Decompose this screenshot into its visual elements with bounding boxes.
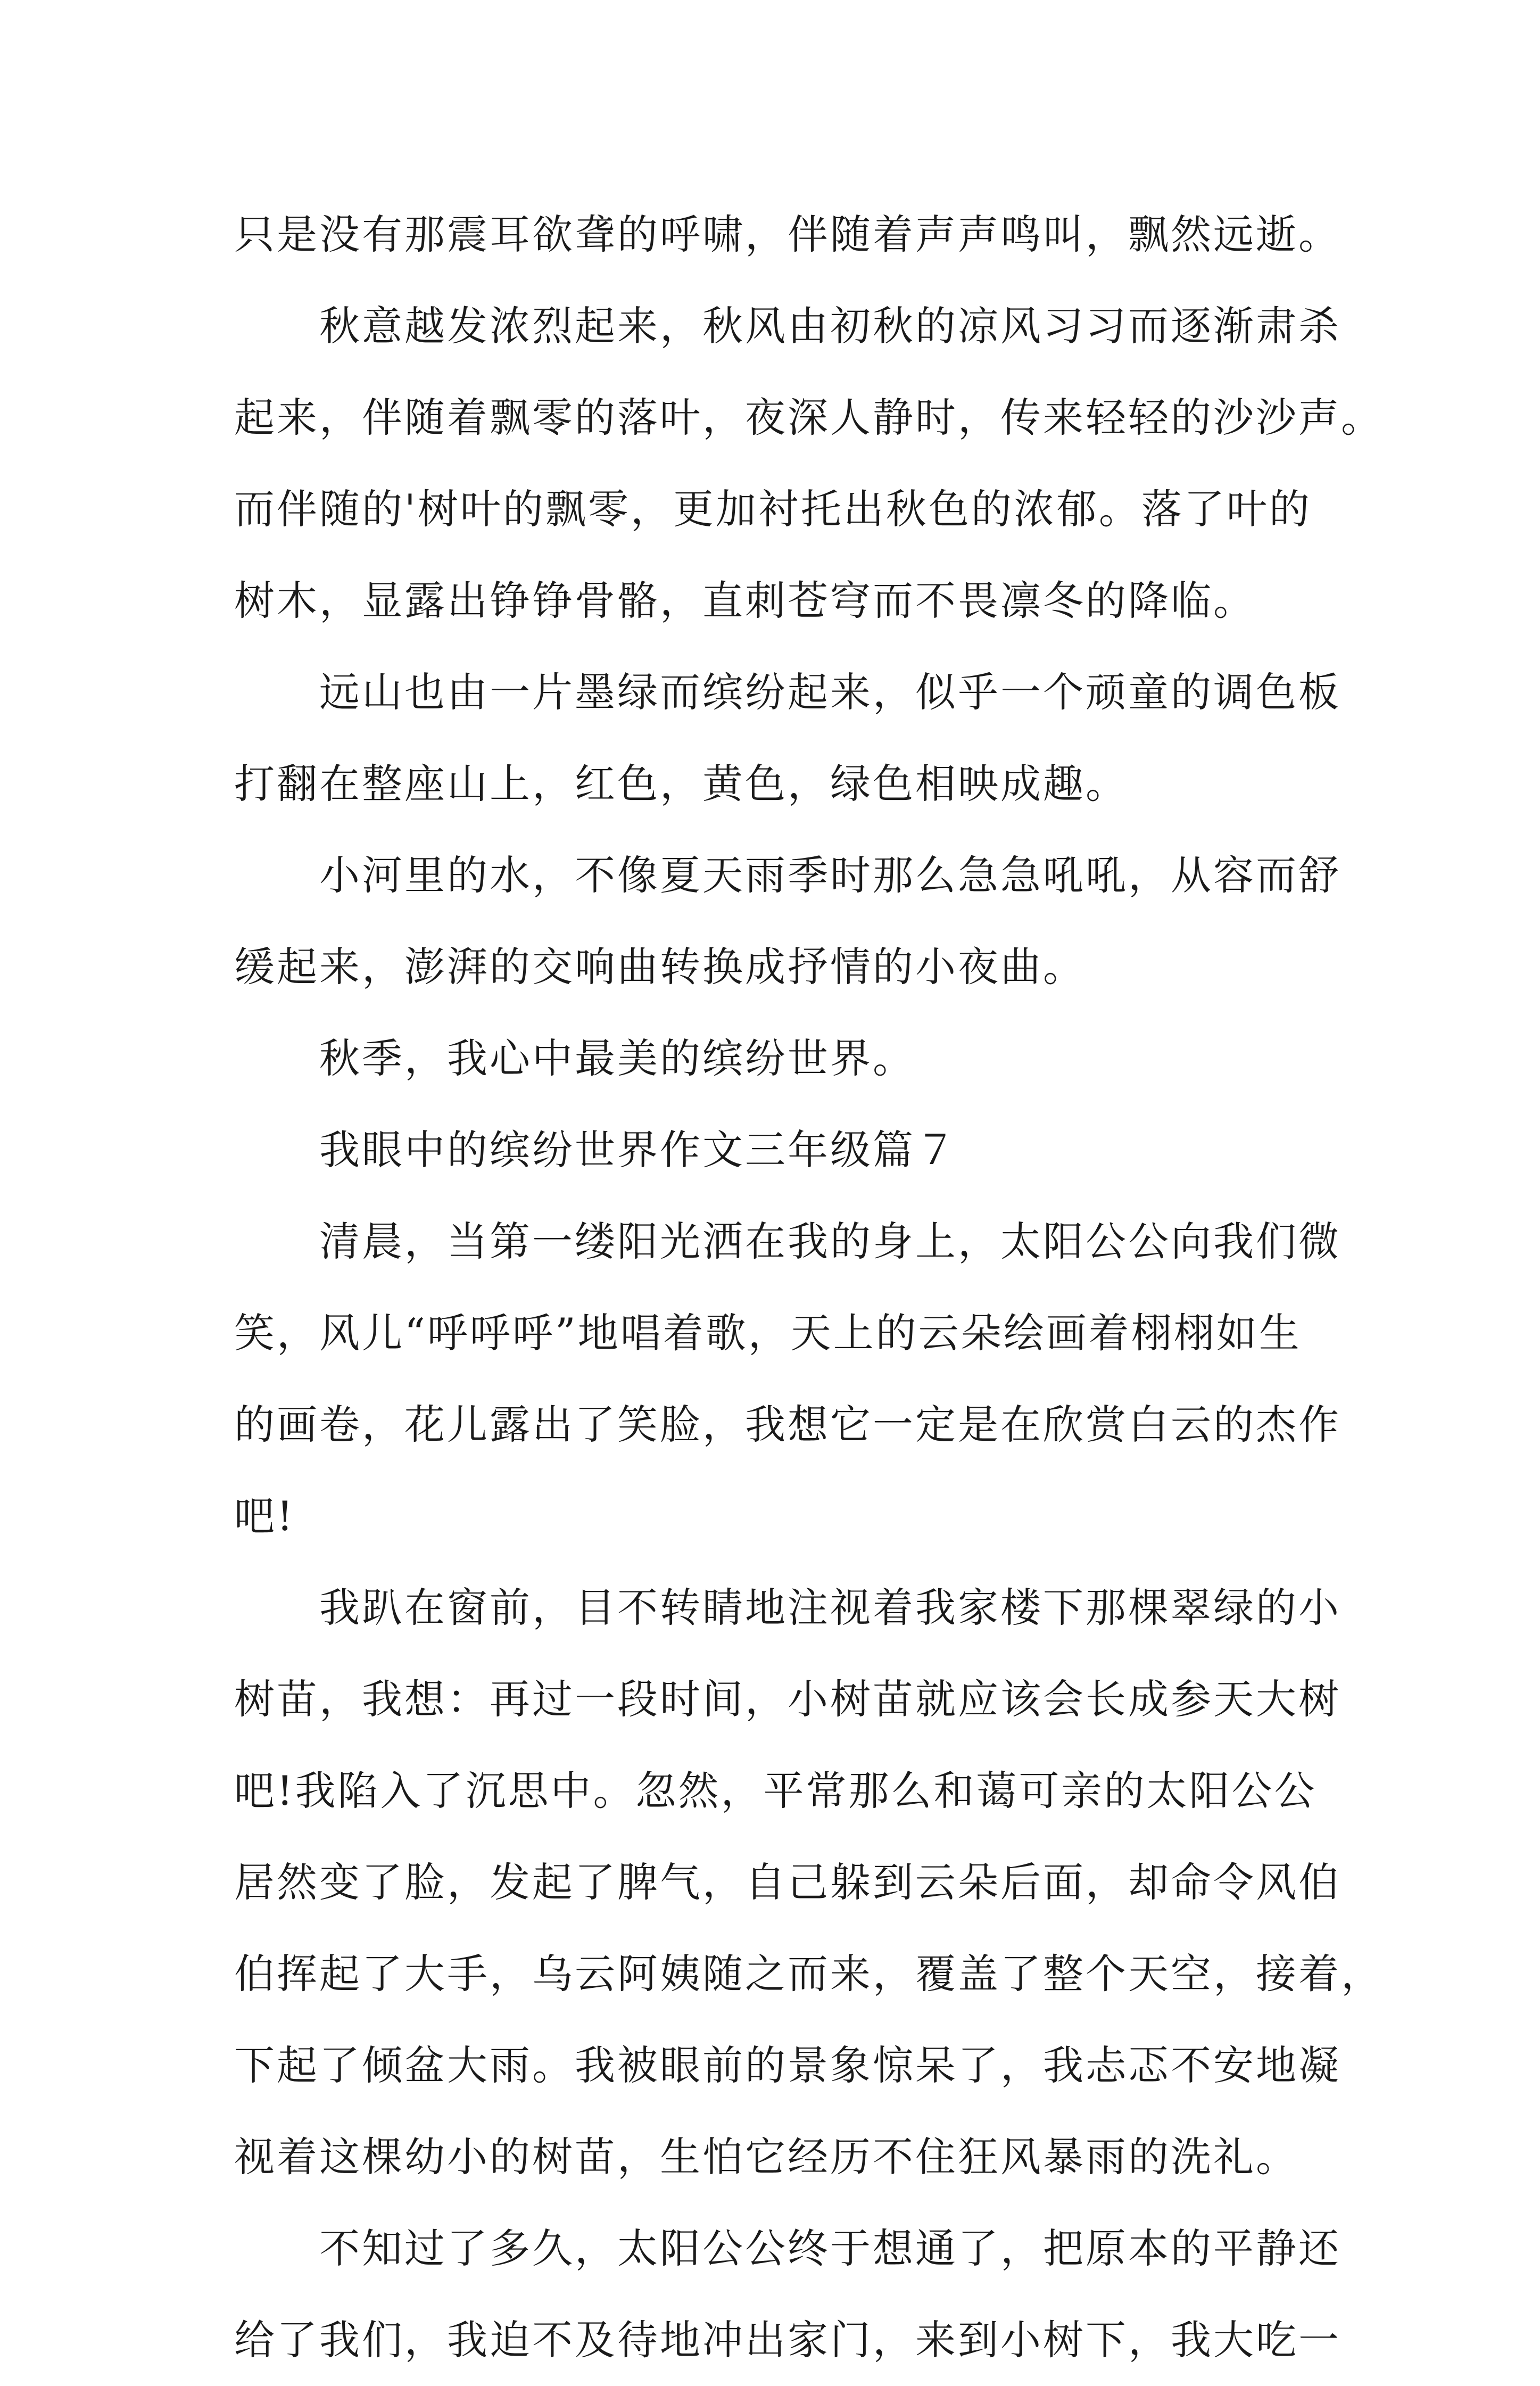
text-line: 缓起来，澎湃的交响曲转换成抒情的小夜曲。 [234, 943, 1086, 990]
paragraph-first-line: 秋季，我心中最美的缤纷世界。 [319, 1035, 915, 1082]
paragraph-first-line: 我趴在窗前，目不转睛地注视着我家楼下那棵翠绿的小 [319, 1584, 1341, 1631]
text-line: 只是没有那震耳欲聋的呼啸，伴随着声声鸣叫，飘然远逝。 [234, 211, 1341, 258]
text-line: 下起了倾盆大雨。我被眼前的景象惊呆了，我忐忑不安地凝 [234, 2042, 1341, 2089]
text-line: 给了我们，我迫不及待地冲出家门，来到小树下，我大吃一 [234, 2316, 1341, 2364]
text-line: 吧!我陷入了沉思中。忽然，平常那么和蔼可亲的太阳公公 [234, 1767, 1317, 1814]
text-line: 而伴随的'树叶的飘零，更加衬托出秋色的浓郁。落了叶的 [234, 485, 1312, 533]
paragraph-first-line: 远山也由一片墨绿而缤纷起来，似乎一个顽童的调色板 [319, 668, 1341, 716]
paragraph-first-line: 小河里的水，不像夏天雨季时那么急急吼吼，从容而舒 [319, 852, 1341, 899]
text-line: 伯挥起了大手，乌云阿姨随之而来，覆盖了整个天空，接着， [234, 1950, 1384, 1997]
paragraph-first-line: 秋意越发浓烈起来，秋风由初秋的凉风习习而逐渐肃杀 [319, 302, 1341, 350]
text-line: 吧! [234, 1492, 295, 1540]
essay-body [234, 189, 1384, 2386]
section-heading: 我眼中的缤纷世界作文三年级篇７ [319, 1126, 958, 1174]
text-line: 起来，伴随着飘零的落叶，夜深人静时，传来轻轻的沙沙声。 [234, 394, 1384, 441]
text-line: 笑，风儿“呼呼呼”地唱着歌，天上的云朵绘画着栩栩如生 [234, 1309, 1302, 1357]
paragraph-first-line: 清晨，当第一缕阳光洒在我的身上，太阳公公向我们微 [319, 1218, 1341, 1265]
paragraph-first-line: 不知过了多久，太阳公公终于想通了，把原本的平静还 [319, 2225, 1341, 2272]
text-line: 的画卷，花儿露出了笑脸，我想它一定是在欣赏白云的杰作 [234, 1401, 1341, 1448]
text-line: 树木，显露出铮铮骨骼，直刺苍穹而不畏凛冬的降临。 [234, 577, 1256, 624]
text-line: 居然变了脸，发起了脾气，自己躲到云朵后面，却命令风伯 [234, 1859, 1341, 1906]
text-line: 视着这棵幼小的树苗，生怕它经历不住狂风暴雨的洗礼。 [234, 2133, 1298, 2181]
text-line: 打翻在整座山上，红色，黄色，绿色相映成趣。 [234, 760, 1128, 807]
text-line: 树苗，我想：再过一段时间，小树苗就应该会长成参天大树 [234, 1675, 1341, 1723]
